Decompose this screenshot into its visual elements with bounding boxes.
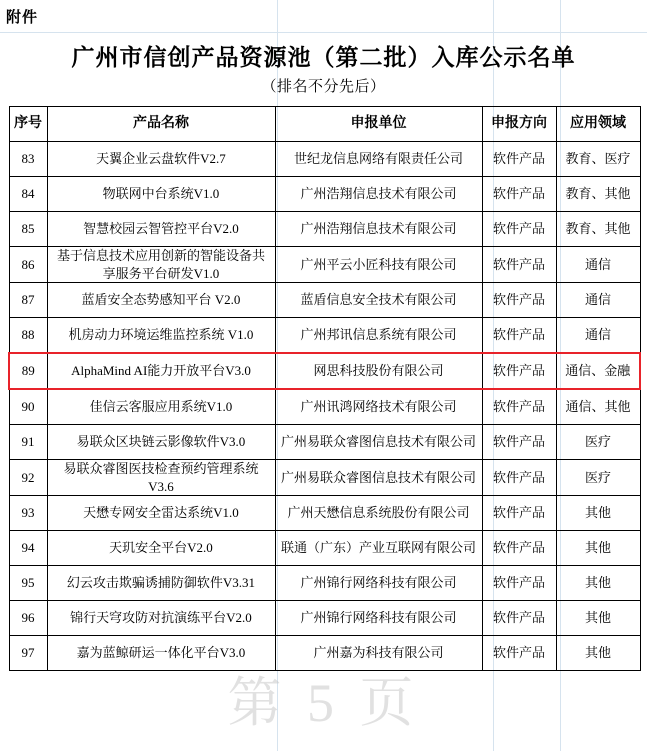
- cell-application-field: 其他: [556, 566, 640, 601]
- cell-declaring-unit: 广州浩翔信息技术有限公司: [275, 212, 482, 247]
- table-header-row: [9, 107, 640, 142]
- cell-seq: 93: [9, 496, 47, 531]
- column-header-direction: 申报方向: [482, 107, 556, 142]
- cell-product-name: 易联众区块链云影像软件V3.0: [47, 425, 275, 460]
- table-row: [9, 601, 640, 636]
- cell-direction: 软件产品: [482, 460, 556, 496]
- document-body: [8, 36, 639, 671]
- cell-direction: 软件产品: [482, 353, 556, 389]
- cell-seq: 88: [9, 318, 47, 354]
- cell-product-name: 天翼企业云盘软件V2.7: [47, 142, 275, 177]
- cell-product-name: 智慧校园云智管控平台V2.0: [47, 212, 275, 247]
- table-row: [9, 212, 640, 247]
- cell-application-field: 医疗: [556, 425, 640, 460]
- cell-seq: 84: [9, 177, 47, 212]
- table-row: [9, 177, 640, 212]
- cell-product-name: 幻云攻击欺骗诱捕防御软件V3.31: [47, 566, 275, 601]
- cell-direction: 软件产品: [482, 142, 556, 177]
- column-header-name: 产品名称: [47, 107, 275, 142]
- table-row: [9, 318, 640, 354]
- cell-application-field: 其他: [556, 636, 640, 671]
- cell-product-name: 基于信息技术应用创新的智能设备共享服务平台研发V1.0: [47, 247, 275, 283]
- attachment-label: 附件: [6, 9, 39, 26]
- cell-product-name: 机房动力环境运维监控系统 V1.0: [47, 318, 275, 354]
- table-row: [9, 353, 640, 389]
- cell-application-field: 医疗: [556, 460, 640, 496]
- cell-seq: 90: [9, 389, 47, 425]
- cell-application-field: 通信: [556, 283, 640, 318]
- cell-application-field: 通信、其他: [556, 389, 640, 425]
- cell-direction: 软件产品: [482, 496, 556, 531]
- cell-product-name: 嘉为蓝鲸研运一体化平台V3.0: [47, 636, 275, 671]
- cell-seq: 87: [9, 283, 47, 318]
- title-block: [8, 36, 639, 98]
- cell-product-name: 物联网中台系统V1.0: [47, 177, 275, 212]
- table-row: [9, 425, 640, 460]
- table-row: [9, 389, 640, 425]
- cell-application-field: 其他: [556, 601, 640, 636]
- cell-application-field: 通信: [556, 318, 640, 354]
- page-title: 广州市信创产品资源池（第二批）入库公示名单: [71, 45, 576, 70]
- cell-direction: 软件产品: [482, 283, 556, 318]
- cell-declaring-unit: 蓝盾信息安全技术有限公司: [275, 283, 482, 318]
- cell-seq: 97: [9, 636, 47, 671]
- table-row: [9, 460, 640, 496]
- cell-declaring-unit: 广州平云小匠科技有限公司: [275, 247, 482, 283]
- table-row: [9, 283, 640, 318]
- cell-application-field: 通信、金融: [556, 353, 640, 389]
- page-watermark: 第 5 页: [227, 673, 420, 733]
- cell-direction: 软件产品: [482, 389, 556, 425]
- cell-application-field: 教育、其他: [556, 177, 640, 212]
- table-row: [9, 531, 640, 566]
- cell-seq: 92: [9, 460, 47, 496]
- cell-application-field: 通信: [556, 247, 640, 283]
- cell-declaring-unit: 联通（广东）产业互联网有限公司: [275, 531, 482, 566]
- cell-seq: 96: [9, 601, 47, 636]
- column-header-seq: 序号: [9, 107, 47, 142]
- cell-seq: 89: [9, 353, 47, 389]
- cell-declaring-unit: 网思科技股份有限公司: [275, 353, 482, 389]
- column-header-unit: 申报单位: [275, 107, 482, 142]
- cell-declaring-unit: 广州锦行网络科技有限公司: [275, 566, 482, 601]
- cell-declaring-unit: 广州锦行网络科技有限公司: [275, 601, 482, 636]
- cell-direction: 软件产品: [482, 177, 556, 212]
- cell-direction: 软件产品: [482, 212, 556, 247]
- cell-declaring-unit: 广州易联众睿图信息技术有限公司: [275, 425, 482, 460]
- cell-product-name: 天玑安全平台V2.0: [47, 531, 275, 566]
- cell-declaring-unit: 广州浩翔信息技术有限公司: [275, 177, 482, 212]
- cell-application-field: 其他: [556, 531, 640, 566]
- page-subtitle: （排名不分先后）: [261, 79, 386, 96]
- table-body: [9, 142, 640, 671]
- cell-direction: 软件产品: [482, 636, 556, 671]
- cell-direction: 软件产品: [482, 247, 556, 283]
- cell-declaring-unit: 广州讯鸿网络技术有限公司: [275, 389, 482, 425]
- table-row: [9, 636, 640, 671]
- table-row: [9, 496, 640, 531]
- cell-declaring-unit: 广州嘉为科技有限公司: [275, 636, 482, 671]
- cell-direction: 软件产品: [482, 425, 556, 460]
- cell-declaring-unit: 世纪龙信息网络有限责任公司: [275, 142, 482, 177]
- cell-seq: 83: [9, 142, 47, 177]
- cell-product-name: AlphaMind AI能力开放平台V3.0: [47, 353, 275, 389]
- cell-seq: 95: [9, 566, 47, 601]
- table-row: [9, 566, 640, 601]
- cell-direction: 软件产品: [482, 531, 556, 566]
- cell-product-name: 蓝盾安全态势感知平台 V2.0: [47, 283, 275, 318]
- cell-declaring-unit: 广州易联众睿图信息技术有限公司: [275, 460, 482, 496]
- cell-product-name: 锦行天穹攻防对抗演练平台V2.0: [47, 601, 275, 636]
- table-row: [9, 247, 640, 283]
- cell-application-field: 教育、其他: [556, 212, 640, 247]
- cell-seq: 85: [9, 212, 47, 247]
- cell-direction: 软件产品: [482, 601, 556, 636]
- cell-product-name: 天懋专网安全雷达系统V1.0: [47, 496, 275, 531]
- cell-seq: 86: [9, 247, 47, 283]
- product-list-table: [8, 106, 641, 671]
- cell-declaring-unit: 广州邦讯信息系统有限公司: [275, 318, 482, 354]
- cell-seq: 91: [9, 425, 47, 460]
- cell-direction: 软件产品: [482, 566, 556, 601]
- cell-application-field: 其他: [556, 496, 640, 531]
- cell-product-name: 易联众睿图医技检查预约管理系统V3.6: [47, 460, 275, 496]
- cell-application-field: 教育、医疗: [556, 142, 640, 177]
- table-row: [9, 142, 640, 177]
- row-guide-top: [0, 32, 647, 33]
- cell-seq: 94: [9, 531, 47, 566]
- cell-declaring-unit: 广州天懋信息系统股份有限公司: [275, 496, 482, 531]
- cell-direction: 软件产品: [482, 318, 556, 354]
- cell-product-name: 佳信云客服应用系统V1.0: [47, 389, 275, 425]
- column-header-field: 应用领域: [556, 107, 640, 142]
